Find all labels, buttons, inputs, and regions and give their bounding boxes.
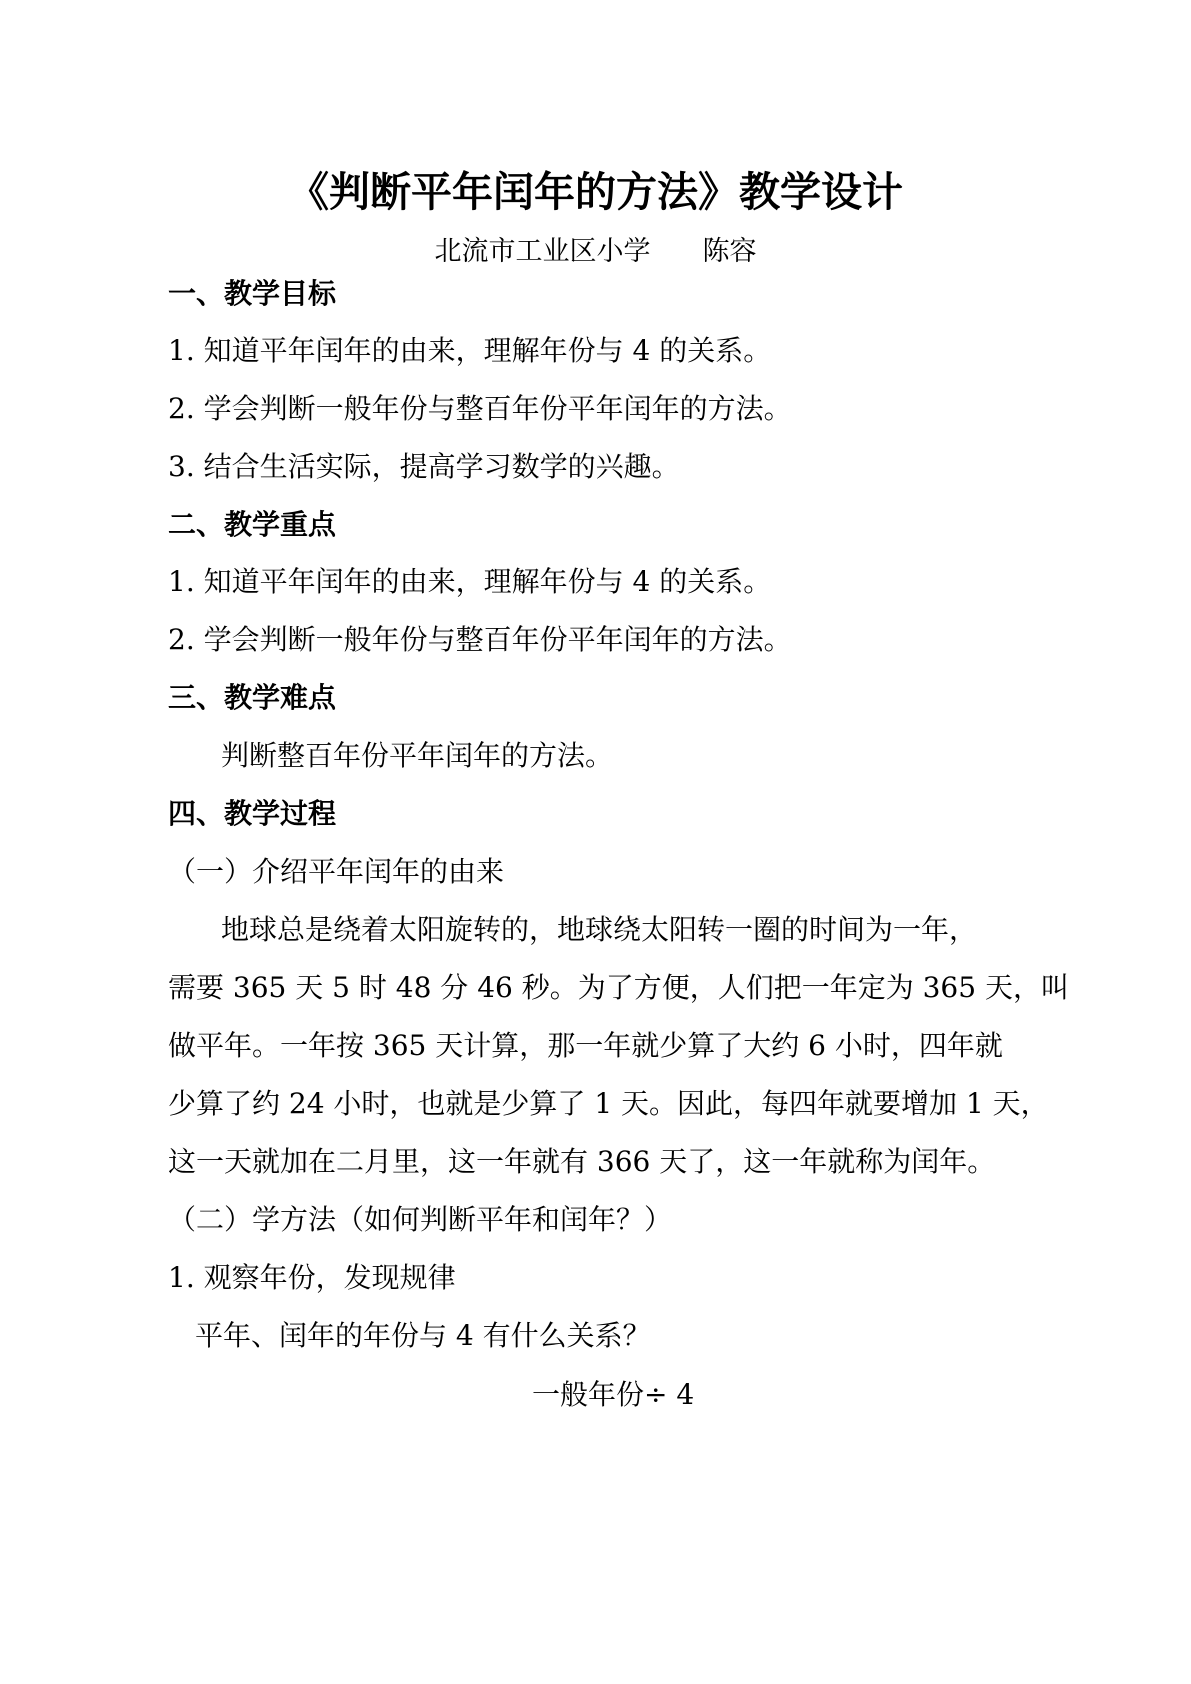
school-name: 北流市工业区小学 [434, 236, 651, 267]
document-title: 《判断平年闰年的方法》教学设计 [288, 168, 903, 216]
paragraph-line: 地球总是绕着太阳旋转的，地球绕太阳转一圈的时间为一年， [221, 913, 978, 946]
section-3-heading: 三、教学难点 [168, 681, 337, 714]
subsection-2-heading: （二）学方法（如何判断平年和闰年？） [168, 1203, 673, 1236]
subsection-1-heading: （一）介绍平年闰年的由来 [168, 855, 505, 888]
section-3-text: 判断整百年份平年闰年的方法。 [221, 739, 614, 772]
section-1-item: 1. 知道平年闰年的由来，理解年份与 4 的关系。 [168, 334, 772, 367]
section-2-item: 2. 学会判断一般年份与整百年份平年闰年的方法。 [168, 623, 792, 656]
section-1-item: 3. 结合生活实际，提高学习数学的兴趣。 [168, 450, 680, 483]
question: 平年、闰年的年份与 4 有什么关系？ [195, 1319, 651, 1352]
paragraph-line: 这一天就加在二月里，这一年就有 366 天了，这一年就称为闰年。 [168, 1145, 996, 1178]
paragraph-line: 需要 365 天 5 时 48 分 46 秒。为了方便，人们把一年定为 365 天，叫 [168, 971, 1069, 1004]
paragraph-line: 做平年。一年按 365 天计算，那一年就少算了大约 6 小时，四年就 [168, 1029, 1003, 1062]
author-name: 陈容 [702, 236, 757, 267]
section-2-heading: 二、教学重点 [168, 508, 337, 541]
step-1: 1. 观察年份，发现规律 [168, 1261, 456, 1294]
section-4-heading: 四、教学过程 [168, 797, 337, 830]
paragraph-line: 少算了约 24 小时，也就是少算了 1 天。因此，每四年就要增加 1 天， [168, 1087, 1049, 1120]
section-1-item: 2. 学会判断一般年份与整百年份平年闰年的方法。 [168, 392, 792, 425]
section-2-item: 1. 知道平年闰年的由来，理解年份与 4 的关系。 [168, 565, 772, 598]
author-line [0, 234, 1191, 270]
formula: 一般年份÷ 4 [532, 1378, 695, 1411]
section-1-heading: 一、教学目标 [168, 277, 337, 310]
